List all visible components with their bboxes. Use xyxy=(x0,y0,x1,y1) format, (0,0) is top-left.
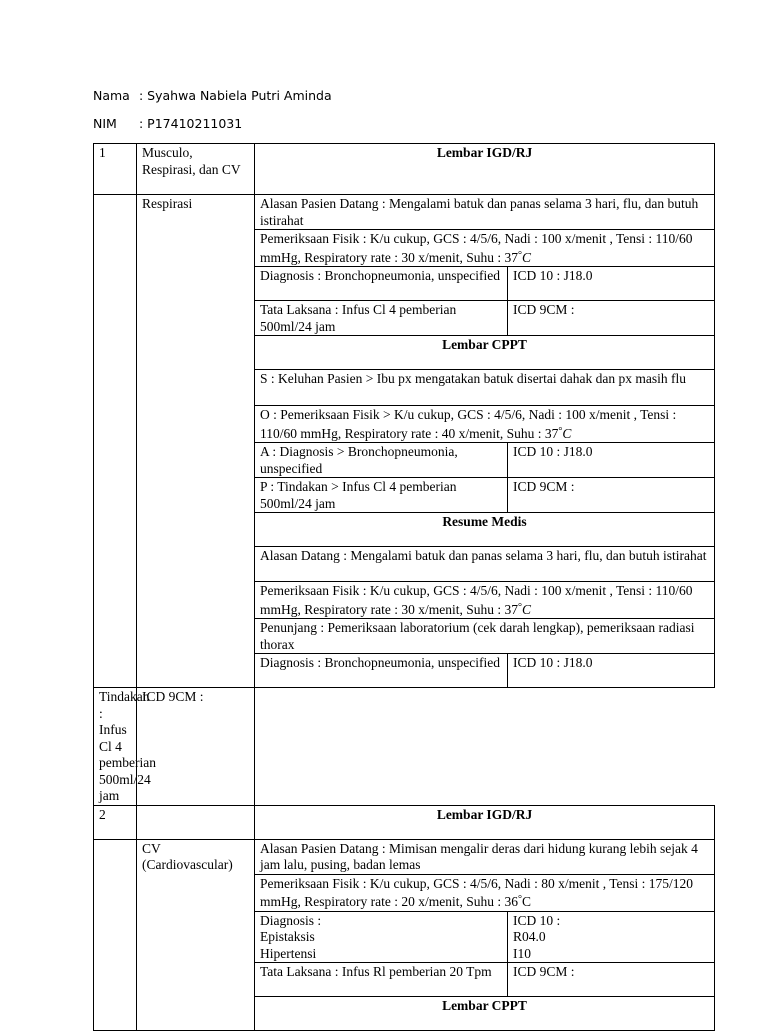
section-1-system: Musculo, Respirasi, dan CV xyxy=(137,144,255,195)
section-1-subsystem: Respirasi xyxy=(137,195,255,688)
medical-record-table xyxy=(93,143,715,1031)
s1-resume-icd10: ICD 10 : J18.0 xyxy=(508,654,715,688)
section-2-header-row xyxy=(94,805,715,839)
s1-resume-icd9: ICD 9CM : xyxy=(137,688,255,806)
s1-resume-tindakan: Tindakan : Infus Cl 4 pemberian 500ml/24 jam xyxy=(94,688,137,806)
s1-cppt-p-icd9: ICD 9CM : xyxy=(508,478,715,513)
student-name-line xyxy=(93,88,332,103)
section-1-igd-title: Lembar IGD/RJ xyxy=(255,144,715,195)
section-2-number-blank xyxy=(94,839,137,1031)
section-2-system-blank xyxy=(137,805,255,839)
s2-igd-fisik: Pemeriksaan Fisik : K/u cukup, GCS : 4/5/6, Nadi : 80 x/menit , Tensi : 175/120 mmHg, Respiratory rate : 20 x/menit, Suhu : 36°C xyxy=(255,874,715,911)
section-2-number: 2 xyxy=(94,805,137,839)
section-1-number: 1 xyxy=(94,144,137,195)
section-1-number-blank xyxy=(94,195,137,688)
s1-resume-title: Resume Medis xyxy=(255,513,715,547)
s1-cppt-title: Lembar CPPT xyxy=(255,336,715,370)
section-2-igd-title: Lembar IGD/RJ xyxy=(255,805,715,839)
s1-resume-diagnosis: Diagnosis : Bronchopneumonia, unspecified xyxy=(255,654,508,688)
s1-resume-tindakan-row xyxy=(94,688,715,806)
s1-igd-alasan: Alasan Pasien Datang : Mengalami batuk dan panas selama 3 hari, flu, dan butuh istirahat xyxy=(255,195,715,230)
s1-igd-icd9: ICD 9CM : xyxy=(508,301,715,336)
name-label: Nama xyxy=(93,88,130,103)
s1-igd-tatalaksana: Tata Laksana : Infus Cl 4 pemberian 500ml/24 jam xyxy=(255,301,508,336)
s1-resume-penunjang: Penunjang : Pemeriksaan laboratorium (cek darah lengkap), pemeriksaan radiasi thorax xyxy=(255,619,715,654)
s2-cppt-title: Lembar CPPT xyxy=(255,997,715,1031)
section-1-header-row xyxy=(94,144,715,195)
s1-igd-alasan-row xyxy=(94,195,715,230)
nim-label: NIM xyxy=(93,116,117,131)
s1-cppt-a: A : Diagnosis > Bronchopneumonia, unspecified xyxy=(255,443,508,478)
s1-cppt-p: P : Tindakan > Infus Cl 4 pemberian 500ml/24 jam xyxy=(255,478,508,513)
student-id-line xyxy=(93,116,242,131)
s1-cppt-s: S : Keluhan Pasien > Ibu px mengatakan batuk disertai dahak dan px masih flu xyxy=(255,370,715,406)
s1-igd-fisik: Pemeriksaan Fisik : K/u cukup, GCS : 4/5/6, Nadi : 100 x/menit , Tensi : 110/60 mmHg, Respiratory rate : 30 x/menit, Suhu : 37°C xyxy=(255,230,715,267)
s2-igd-diagnosis: Diagnosis : Epistaksis Hipertensi xyxy=(255,911,508,963)
s2-igd-alasan-row xyxy=(94,839,715,874)
s1-cppt-a-icd10: ICD 10 : J18.0 xyxy=(508,443,715,478)
s1-resume-alasan: Alasan Datang : Mengalami batuk dan panas selama 3 hari, flu, dan butuh istirahat xyxy=(255,547,715,582)
s2-igd-alasan: Alasan Pasien Datang : Mimisan mengalir deras dari hidung kurang lebih sejak 4 jam lalu, pusing, badan lemas xyxy=(255,839,715,874)
name-value: : Syahwa Nabiela Putri Aminda xyxy=(139,88,332,103)
s1-igd-diagnosis: Diagnosis : Bronchopneumonia, unspecified xyxy=(255,267,508,301)
section-2-subsystem: CV (Cardiovascular) xyxy=(137,839,255,1031)
s2-igd-icd9: ICD 9CM : xyxy=(508,963,715,997)
nim-value: : P17410211031 xyxy=(139,116,243,131)
s1-resume-fisik: Pemeriksaan Fisik : K/u cukup, GCS : 4/5/6, Nadi : 100 x/menit , Tensi : 110/60 mmHg, Respiratory rate : 30 x/menit, Suhu : 37°C xyxy=(255,582,715,619)
s1-cppt-o: O : Pemeriksaan Fisik > K/u cukup, GCS : 4/5/6, Nadi : 100 x/menit , Tensi : 110/60 mmHg, Respiratory rate : 40 x/menit, Suhu : 37°C xyxy=(255,406,715,443)
s2-igd-tatalaksana: Tata Laksana : Infus Rl pemberian 20 Tpm xyxy=(255,963,508,997)
s2-igd-icd10: ICD 10 : R04.0 I10 xyxy=(508,911,715,963)
s1-igd-icd10: ICD 10 : J18.0 xyxy=(508,267,715,301)
